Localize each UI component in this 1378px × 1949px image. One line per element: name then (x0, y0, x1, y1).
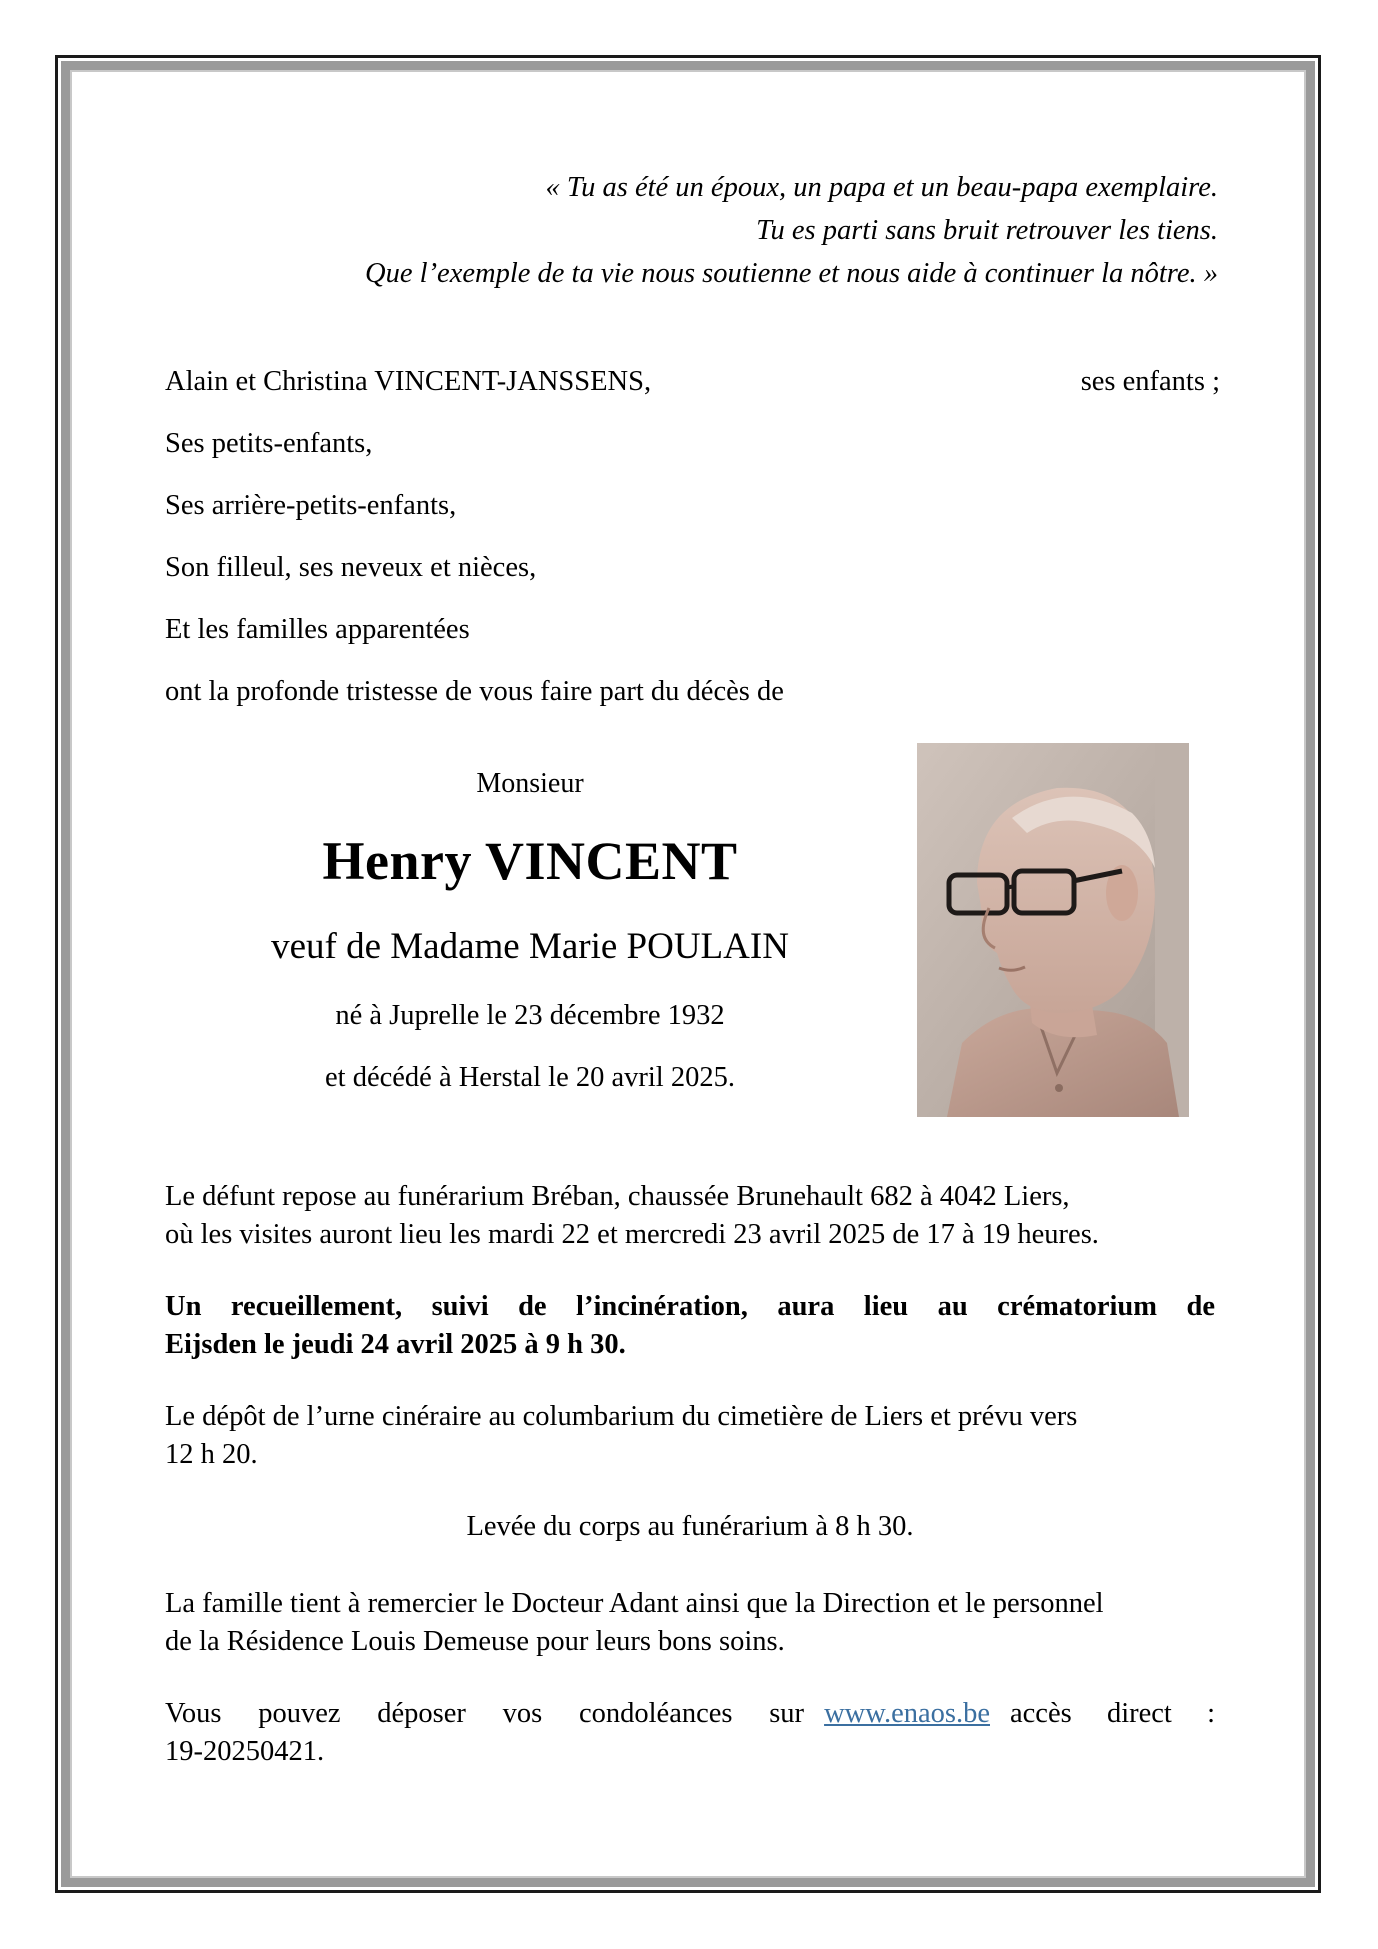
portrait-photo (917, 743, 1189, 1117)
ceremony-info (165, 1288, 1215, 1364)
deceased-name: Henry VINCENT (322, 831, 738, 891)
thanks-line-2: de la Résidence Louis Demeuse pour leurs bons soins. (165, 1626, 785, 1657)
quote-line-2: Tu es parti sans bruit retrouver les tiens. (756, 215, 1218, 246)
ceremony-line-1 (165, 1288, 1215, 1326)
great-grandchildren: Ses arrière-petits-enfants, (165, 490, 457, 521)
deceased-title: Monsieur (476, 768, 584, 799)
announcement: ont la profonde tristesse de vous faire part du décès de (165, 676, 784, 707)
ceremony-line-1-text: Un recueillement, suivi de l’incinération, aura lieu au crématorium de (165, 1291, 1215, 1322)
access-code: 19-20250421. (165, 1736, 325, 1767)
urn-line-2: 12 h 20. (165, 1439, 258, 1470)
godson-nephews: Son filleul, ses neveux et nièces, (165, 552, 537, 583)
death-info: et décédé à Herstal le 20 avril 2025. (325, 1062, 735, 1093)
viewing-line-2: où les visites auront lieu les mardi 22 et mercredi 23 avril 2025 de 17 à 19 heures. (165, 1219, 1099, 1250)
children-names: Alain et Christina VINCENT-JANSSENS, (165, 366, 652, 397)
condolences-line-1 (165, 1695, 1215, 1733)
portrait-illustration (917, 743, 1189, 1117)
widow-of: veuf de Madame Marie POULAIN (271, 926, 789, 967)
thanks-info (165, 1585, 1215, 1661)
ceremony-line-2: Eijsden le jeudi 24 avril 2025 à 9 h 30. (165, 1329, 626, 1360)
birth-info: né à Juprelle le 23 décembre 1932 (335, 1000, 725, 1031)
departure-info: Levée du corps au funérarium à 8 h 30. (466, 1511, 914, 1542)
condolences-info (165, 1695, 1215, 1771)
thanks-line-1: La famille tient à remercier le Docteur Adant ainsi que la Direction et le personnel (165, 1588, 1104, 1619)
grandchildren: Ses petits-enfants, (165, 428, 373, 459)
epitaph-quote (218, 166, 1218, 295)
quote-line-1: « Tu as été un époux, un papa et un beau-papa exemplaire. (545, 172, 1218, 203)
condolences-word-before: Vous pouvez déposer vos condoléances sur (165, 1698, 805, 1729)
urn-line-1: Le dépôt de l’urne cinéraire au columbarium du cimetière de Liers et prévu vers (165, 1401, 1078, 1432)
related-families: Et les familles apparentées (165, 614, 470, 645)
viewing-info (165, 1178, 1215, 1254)
quote-line-3: Que l’exemple de ta vie nous soutienne et nous aide à continuer la nôtre. » (365, 258, 1218, 289)
urn-info (165, 1398, 1215, 1474)
enaos-link[interactable]: www.enaos.be (824, 1698, 990, 1729)
children-role: ses enfants ; (1080, 366, 1220, 397)
viewing-line-1: Le défunt repose au funérarium Bréban, chaussée Brunehault 682 à 4042 Liers, (165, 1181, 1070, 1212)
condolences-word-after: accès direct : (1010, 1698, 1215, 1729)
